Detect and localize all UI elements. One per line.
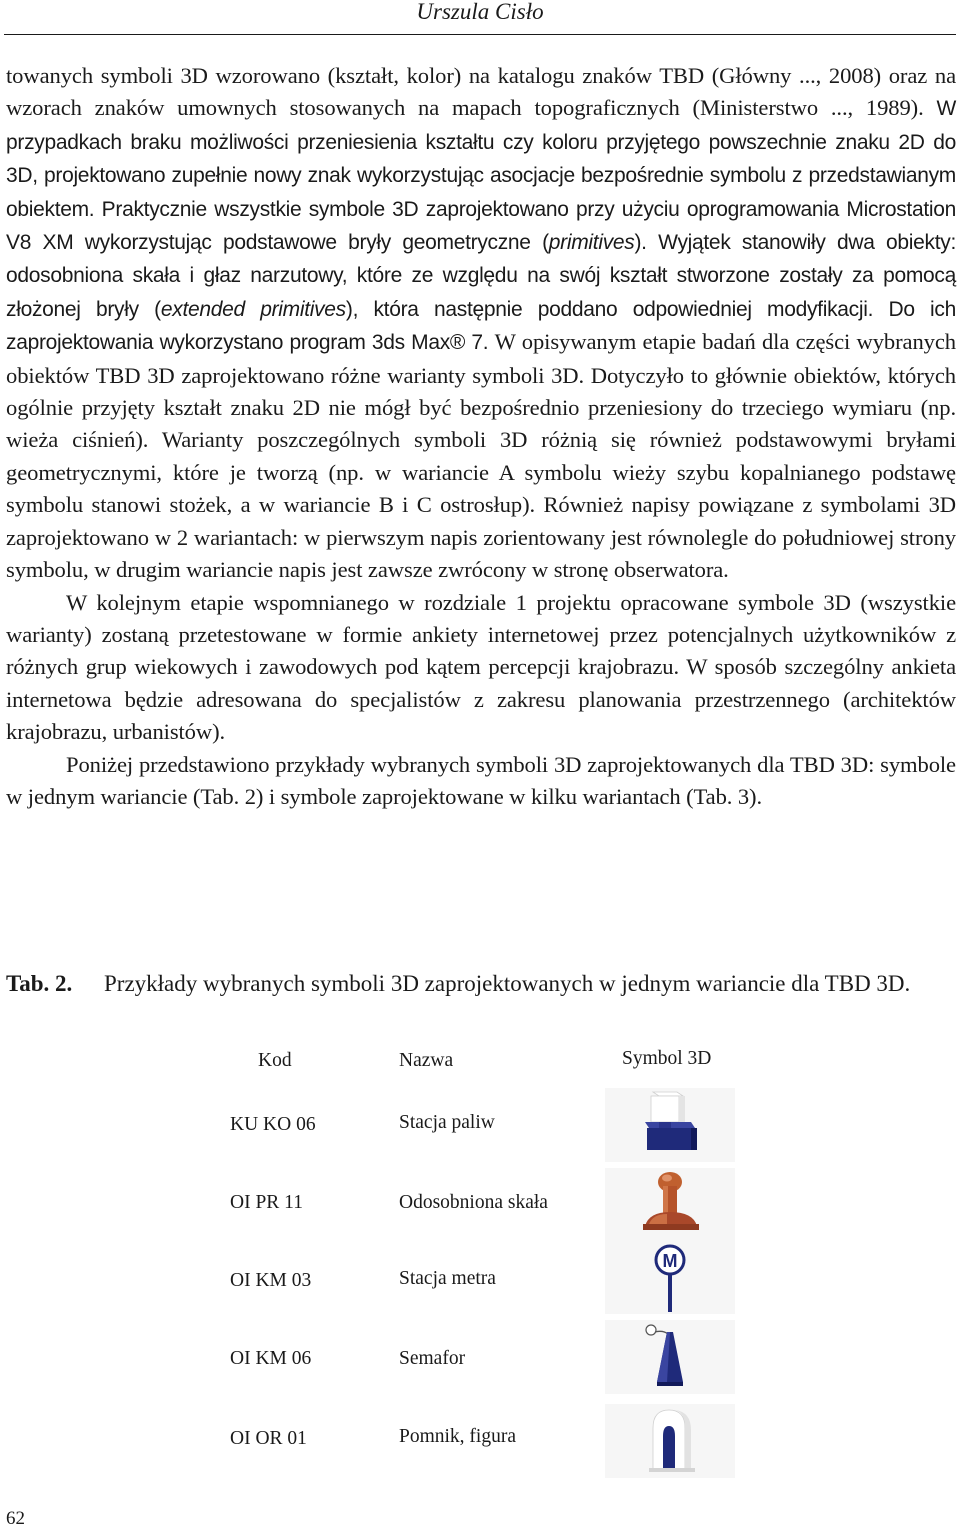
metro-station-3d-icon xyxy=(605,1240,735,1314)
table-row-4-name: Semafor xyxy=(399,1348,466,1369)
paragraph-1-part-b-end: ). Wyjątek stanowiły dwa obiekty: odosobniona skała i głaz narzutowy, które ze względu na swój kształt stworzone zostały za pomocą złożonej bryły ( xyxy=(6,231,956,321)
table-row-2-name: Odosobniona skała xyxy=(399,1192,548,1213)
monument-3d-icon xyxy=(605,1404,735,1478)
paragraph-1-part-a: towanych symboli 3D wzorowano (kształt, kolor) na katalogu znaków TBD (Główny ..., 2008) oraz na wzorach znaków umownych stosowanych na mapach topograficznych (Ministerstwo ..., 1989). xyxy=(6,63,956,121)
svg-text:M: M xyxy=(662,1251,678,1271)
header-rule xyxy=(4,34,956,35)
table-number: Tab. 2. xyxy=(6,971,73,996)
header-symbol: Symbol 3D xyxy=(622,1048,712,1069)
semaphore-3d-icon xyxy=(605,1320,735,1394)
symbol-table xyxy=(0,1040,960,1490)
table-row-2-code: OI PR 11 xyxy=(230,1192,303,1213)
running-header xyxy=(0,0,960,30)
table-row-5-code: OI OR 01 xyxy=(230,1428,307,1449)
paragraph-1-part-b-text: W przypadkach braku możliwości przeniesienia kształtu czy koloru przyjętego powszechnie znaku 2D do 3D, projektowano zupełnie nowy znak wykorzystując asocjacje bezpośrednie symbolu z przedstawianym obiektem. Praktycznie wszystkie symbole 3D zaprojektowano przy użyciu oprogramowania Microstation V8 XM wykorzystując podstawowe bryły geometryczne ( xyxy=(6,97,956,255)
fuel-station-3d-icon xyxy=(605,1088,735,1162)
term-extended-primitives: extended primitives xyxy=(160,297,346,321)
table-caption xyxy=(6,968,956,1000)
paragraph-1-part-b xyxy=(6,97,956,354)
isolated-rock-3d-icon xyxy=(605,1168,735,1242)
paragraph-3: Poniżej przedstawiono przykłady wybranych symboli 3D zaprojektowanych dla TBD 3D: symbole w jednym wariancie (Tab. 2) i symbole zaprojektowane w kilku wariantach (Tab. 3). xyxy=(6,751,956,809)
paragraph-1-part-b-end2: ), która następnie poddano odpowiedniej modyfikacji. Do ich zaprojektowania wykorzystano program 3ds Max® 7. xyxy=(6,297,956,355)
table-row-4-code: OI KM 06 xyxy=(230,1348,312,1369)
table-row-3-name: Stacja metra xyxy=(399,1268,496,1289)
paragraph-1-part-c: W opisywanym etapie badań dla części wybranych obiektów TBD 3D zaprojektowano różne warianty symboli 3D. Dotyczyło to głównie obiektów, których ogólnie przyjęty kształt znaku 2D nie mógł być bezpośrednio przeniesiony do trzeciego wymiaru (np. wieża ciśnień). Warianty poszczególnych symboli 3D różnią się również podstawowymi bryłami geometrycznymi, które je tworzą (np. w wariancie A symbolu wieży szybu kopalnianego podstawę symbolu stanowi stożek, a w wariancie B i C ostrosłup). Również napisy powiązane z symbolami 3D zaprojektowano w 2 wariantach: w pierwszym napis zorientowany jest równolegle do południowej strony symbolu, w drugim wariancie napis jest zawsze zwrócony w stronę obserwatora. xyxy=(6,329,956,583)
table-caption-text: Przykłady wybranych symboli 3D zaprojektowanych w jednym wariancie dla TBD 3D. xyxy=(104,971,911,996)
author-name: Urszula Cisło xyxy=(416,0,544,24)
page-number: 62 xyxy=(6,1508,25,1529)
table-row-3-code: OI KM 03 xyxy=(230,1270,312,1291)
term-primitives: primitives xyxy=(548,231,635,255)
header-code: Kod xyxy=(258,1050,292,1071)
paragraph-2: W kolejnym etapie wspomnianego w rozdziale 1 projektu opracowane symbole 3D (wszystkie warianty) zostaną przetestowane w formie ankiety internetowej przez potencjalnych użytkowników z różnych grup wiekowych i zawodowych pod kątem percepcji krajobrazu. W sposób szczególny ankieta internetowa będzie adresowana do specjalistów z zakresu planowania przestrzennego (architektów krajobrazu, urbanistów). xyxy=(6,589,956,745)
paragraph-1 xyxy=(6,60,956,587)
body-text xyxy=(6,60,956,813)
table-row-5-name: Pomnik, figura xyxy=(399,1426,516,1447)
header-name: Nazwa xyxy=(399,1050,454,1071)
table-row-1-name: Stacja paliw xyxy=(399,1112,495,1133)
table-row-1-code: KU KO 06 xyxy=(230,1114,316,1135)
